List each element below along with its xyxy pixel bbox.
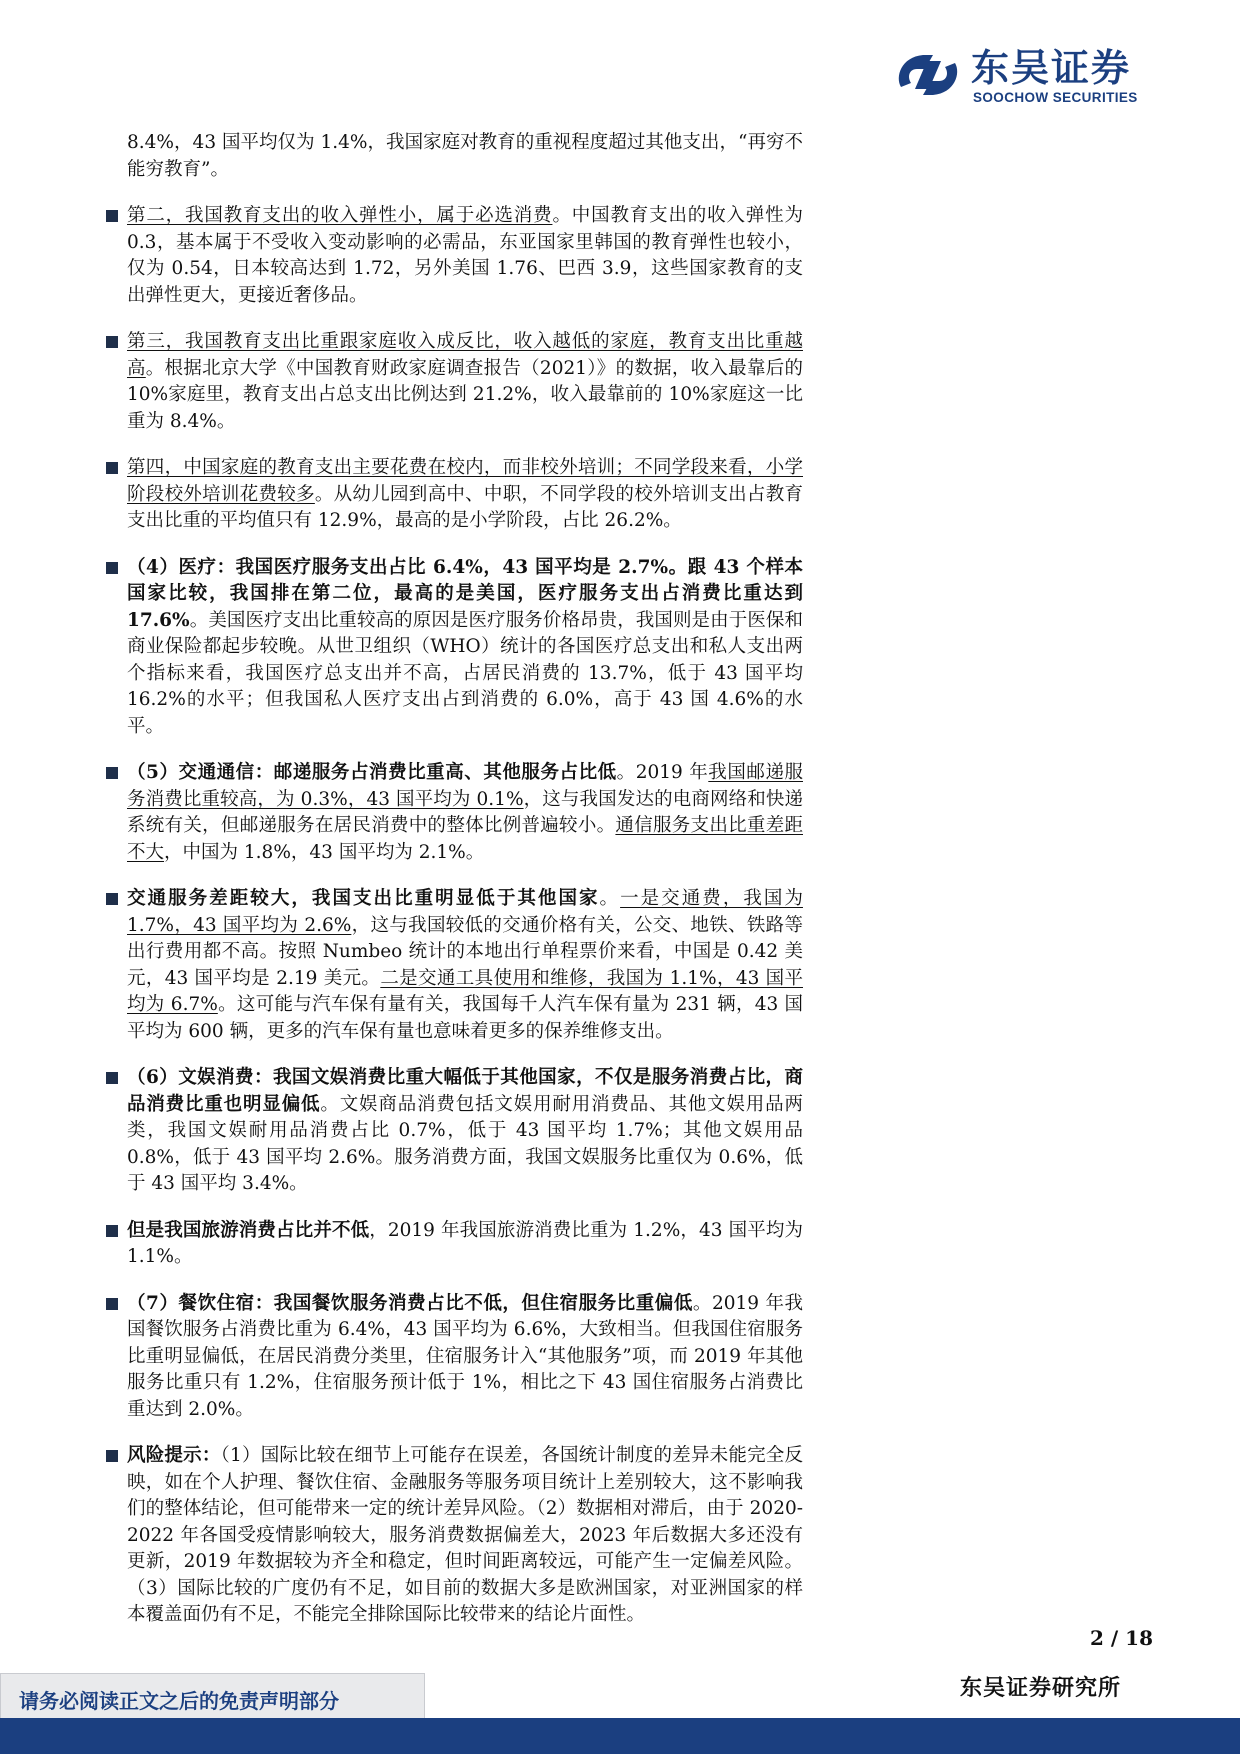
footer-organization: 东吴证券研究所	[960, 1675, 1122, 1701]
text: 。	[599, 888, 621, 909]
square-bullet-icon	[106, 1072, 118, 1084]
square-bullet-icon	[106, 1450, 118, 1462]
paragraph-risk-warning	[103, 1443, 803, 1629]
logo-chinese-name: 东吴证券	[971, 46, 1132, 90]
key-point: 第二，我国教育支出的收入弹性小，属于必选消费	[127, 205, 553, 226]
section-heading: （7）餐饮住宿：我国餐饮服务消费占比不低，但住宿服务比重偏低	[127, 1292, 693, 1314]
disclaimer-banner	[0, 1673, 425, 1721]
key-point: 一是交通费，我国为 1.7%，43 国平均为 2.6%	[127, 888, 803, 936]
text: 。这可能与汽车保有量有关，我国每千人汽车保有量为 231 辆，43 国平均为 600 辆，更多的汽车保有量也意味着更多的保养维修支出。	[127, 994, 803, 1042]
text: 。中国教育支出的收入弹性为 0.3，基本属于不受收入变动影响的必需品，东亚国家里韩国的教育弹性也较小，仅为 0.54，日本较高达到 1.72，另外美国 1.76、巴西 3.9，这些国家教育的支出弹性更大，更接近奢侈品。	[127, 205, 803, 306]
text: ，这与我国发达的电商网络和快递系统有关，但邮递服务在居民消费中的整体比例普遍较小。	[127, 788, 803, 836]
section-heading: 交通服务差距较大，我国支出比重明显低于其他国家	[127, 888, 600, 909]
soochow-logo-icon	[893, 47, 963, 103]
square-bullet-icon	[106, 210, 118, 222]
square-bullet-icon	[106, 893, 118, 905]
disclaimer-text: 请务必阅读正文之后的免责声明部分	[19, 1689, 339, 1713]
key-point: 二是交通工具使用和维修，我国为 1.1%，43 国平均为 6.7%	[127, 967, 803, 1015]
text: ，2019 年我国旅游消费比重为 1.2%，43 国平均为 1.1%。	[127, 1219, 803, 1267]
square-bullet-icon	[106, 1225, 118, 1237]
paragraph-education-elasticity	[103, 203, 803, 309]
square-bullet-icon	[106, 336, 118, 348]
text: 。2019 年我国餐饮服务占消费比重为 6.4%，43 国平均为 6.6%，大致相当。但我国住宿服务比重明显偏低，在居民消费分类里，住宿服务计入“其他服务”项，而 2019 年其他服务比重只有 1.2%，住宿服务预计低于 1%，相比之下 43 国住宿服务占消费比重达到 2.0%。	[127, 1292, 804, 1420]
text: （1）国际比较在细节上可能存在误差，各国统计制度的差异未能完全反映，如在个人护理、餐饮住宿、金融服务等服务项目统计上差别较大，这不影响我们的整体结论，但可能带来一定的统计差异风险。（2）数据相对滞后，由于 2020-2022 年各国受疫情影响较大，服务消费数据偏差大，2023 年后数据大多还没有更新，2019 年数据较为齐全和稳定，但时间距离较远，可能产生一定偏差风险。（3）国际比较的广度仍有不足，如目前的数据大多是欧洲国家，对亚洲国家的样本覆盖面仍有不足，不能完全排除国际比较带来的结论片面性。	[127, 1445, 803, 1625]
key-point: 通信服务支出比重差距不大	[127, 815, 803, 863]
section-heading: 但是我国旅游消费占比并不低	[127, 1219, 370, 1241]
square-bullet-icon	[106, 462, 118, 474]
square-bullet-icon	[106, 562, 118, 574]
paragraph-tourism	[103, 1218, 803, 1271]
page-number: 2 / 18	[1090, 1626, 1153, 1650]
text: 。根据北京大学《中国教育财政家庭调查报告（2021）》的数据，收入最靠后的 10%家庭里，教育支出占总支出比例达到 21.2%，收入最靠前的 10%家庭这一比重为 8.4%。	[127, 357, 803, 432]
paragraph-education-income	[103, 329, 803, 435]
square-bullet-icon	[106, 767, 118, 779]
company-logo	[893, 45, 1153, 110]
square-bullet-icon	[106, 1298, 118, 1310]
paragraph-education-share	[103, 130, 803, 183]
footer-bar	[0, 1718, 1240, 1754]
key-point: 第四，中国家庭的教育支出主要花费在校内，而非校外培训；不同学段来看，小学阶段校外培训花费较多	[127, 457, 803, 505]
section-heading: （4）医疗：我国医疗服务支出占比 6.4%，43 国平均是 2.7%。跟 43 个样本国家比较，我国排在第二位，最高的是美国，医疗服务支出占消费比重达到 17.6%	[127, 556, 803, 631]
paragraph-entertainment	[103, 1065, 803, 1198]
text: 。美国医疗支出比重较高的原因是医疗服务价格昂贵，我国则是由于医保和商业保险都起步较晚。从世卫组织（WHO）统计的各国医疗总支出和私人支出两个指标来看，我国医疗总支出并不高，占居民消费的 13.7%，低于 43 国平均 16.2%的水平；但我国私人医疗支出占到消费的 6.0%，高于 43 国 4.6%的水平。	[127, 609, 803, 737]
paragraph-catering-lodging	[103, 1291, 803, 1424]
text: ，中国为 1.8%，43 国平均为 2.1%。	[164, 841, 485, 863]
text: 。从幼儿园到高中、中职，不同学段的校外培训支出占教育支出比重的平均值只有 12.9%，最高的是小学阶段，占比 26.2%。	[127, 483, 803, 531]
text: ，这与我国较低的交通价格有关，公交、地铁、铁路等出行费用都不高。按照 Numbeo 统计的本地出行单程票价来看，中国是 0.42 美元，43 国平均是 2.19 美元。	[127, 914, 803, 989]
key-point: 我国邮递服务消费比重较高，为 0.3%，43 国平均为 0.1%	[127, 762, 803, 810]
section-heading: 风险提示：	[127, 1445, 221, 1466]
paragraph-medical	[103, 555, 803, 741]
paragraph-education-tutoring	[103, 455, 803, 535]
key-point: 第三，我国教育支出比重跟家庭收入成反比，收入越低的家庭，教育支出比重越高	[127, 331, 803, 379]
logo-english-name: SOOCHOW SECURITIES	[973, 90, 1138, 105]
section-heading: （6）文娱消费：我国文娱消费比重大幅低于其他国家，不仅是服务消费占比，商品消费比重也明显偏低	[127, 1067, 803, 1115]
report-body	[103, 130, 803, 1649]
paragraph-transport-services	[103, 886, 803, 1045]
section-heading: （5）交通通信：邮递服务占消费比重高、其他服务占比低	[127, 762, 617, 783]
text: 。2019 年	[616, 762, 709, 783]
text: 。文娱商品消费包括文娱用耐用消费品、其他文娱用品两类，我国文娱耐用品消费占比 0.7%，低于 43 国平均 1.7%；其他文娱用品 0.8%，低于 43 国平均 2.6%。服务消费方面，我国文娱服务比重仅为 0.6%，低于 43 国平均 3.4%。	[127, 1093, 803, 1194]
text: 8.4%，43 国平均仅为 1.4%，我国家庭对教育的重视程度超过其他支出，“再穷不能穷教育”。	[127, 132, 803, 180]
paragraph-transport-communication	[103, 760, 803, 866]
